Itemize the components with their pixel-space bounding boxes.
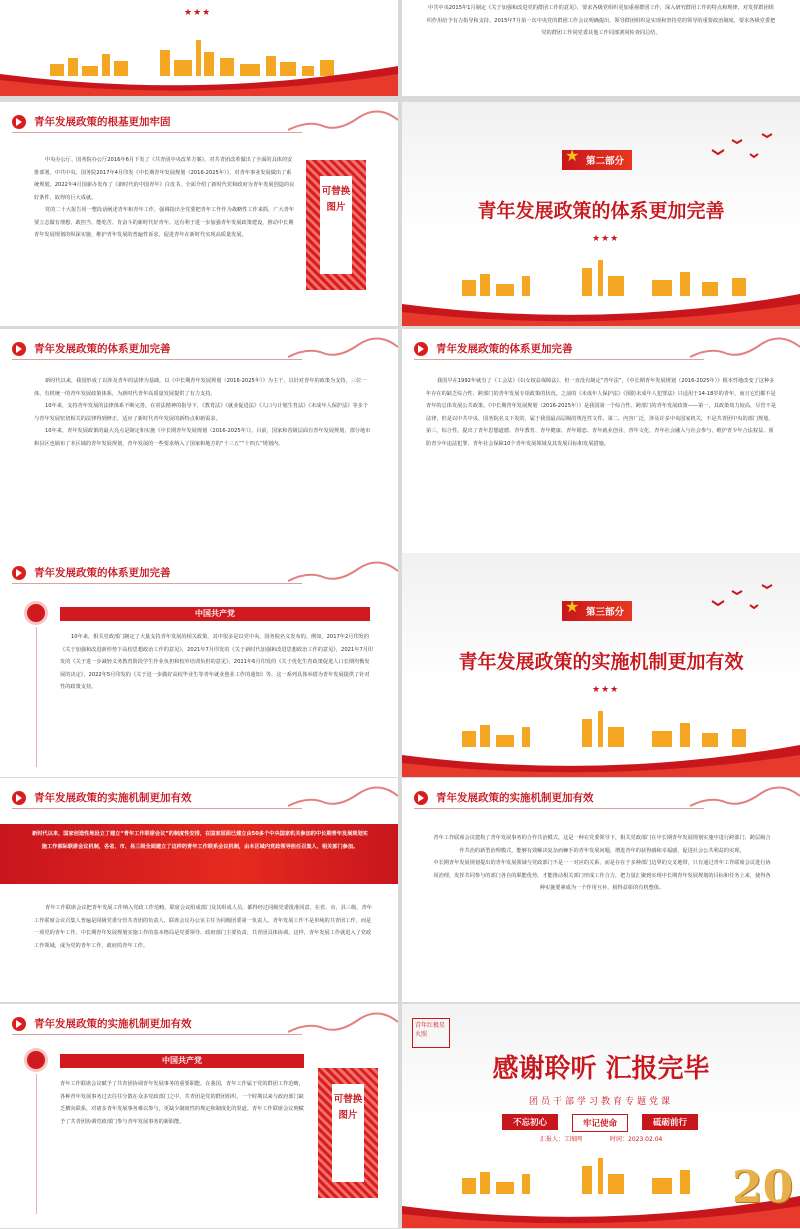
closing-subtitle: 团员干部学习教育专题党课 [528,1097,673,1107]
slide-12[interactable] [402,1004,800,1228]
slide-3[interactable] [0,102,398,326]
section-title: 青年发展政策的实施机制更加有效 [458,651,744,673]
part-badge: ★ 第二部分 [562,150,632,170]
star-icon: ★ [565,597,580,616]
slide-8[interactable] [402,553,800,777]
play-icon [12,1017,26,1031]
highlight-band [0,824,398,884]
slide-10-text [432,832,772,895]
slide-title: 青年发展政策的实施机制更加有效 [436,792,594,804]
divider [414,808,704,809]
great-wall-icon [288,561,398,585]
placeholder-label: 可替换图片 [320,176,352,274]
stars-decoration: ★★★ [592,685,620,695]
play-icon [12,115,26,129]
banner: 中国共产党 [60,607,370,621]
image-placeholder[interactable] [318,1068,378,1198]
birds-icon [702,581,782,621]
paragraph: 10年来，支持青年发展的法律体系不断完善。在常法精神的指导下，《教育法》《就业促进法》《人口与计划生育法》《未成年人保护法》等多个与青年发展密切相关的法律得到修正，适应了新时代青年发展的新特点和新需求。 [34,403,369,422]
great-wall-icon [288,786,398,810]
slide-11-text [60,1078,304,1128]
star-icon: ★ [565,146,580,165]
slide-title: 青年发展政策的根基更加牢固 [34,116,171,128]
great-wall-icon [690,337,800,361]
slide-title: 青年发展政策的体系更加完善 [34,567,171,579]
tag-3: 砥砺前行 [642,1114,698,1130]
timeline-line [36,1074,37,1214]
play-icon [12,342,26,356]
divider [12,359,302,360]
slide-5[interactable] [0,329,398,553]
paragraph: 中央办公厅、国务院办公厅2016年6月下发了《共青团中央改革方案》，对共青团改革做出了全面的具体的安排部署。中共中央、国务院2017年4月印发《中长期青年发展规划（2016-2025年）》，对青年事业发展做出了系统规划。2022年4月国新办发布了《新时代的中国青年》白皮书，全面介绍了新时代党和政府为青年发展创造的良好条件、取得的巨大成就。 [34,157,295,201]
part-badge: ★ 第三部分 [562,601,632,621]
placeholder-label: 可替换图片 [332,1084,364,1182]
slide-3-text [34,154,296,242]
paragraph: 10年来，青年发展政策的最大亮点是制定和实施《中长期青年发展规划（2016-2025年）》。目前，国家和省级层面有青年发展规划，部分地市和县区也颁布了本区域的青年发展规划，青年发展的一些要求纳入了国家和地方的“十三五”“十四五”规划内。 [34,428,371,447]
slide-9[interactable] [0,778,398,1002]
slide-7[interactable] [0,553,398,777]
paragraph: 中长期青年发展规划提出的青年发展领域与党政部门不是一一对应的关系，而是存在于多种部门边界的交叉地带，只有通过青年工作联席会议进行协同治理，发挥共同参与的部门各自的职能优势，才能推动相关部门形成工作合力，把力量汇聚到实现中长期青年发展规划的目标和任务上来，使得各种实施要素成为一个作用互补、相得益彰的有机整体。 [433,860,771,891]
slide-4[interactable] [402,102,800,326]
play-icon [414,791,428,805]
slide-6-text [426,375,776,450]
paragraph: 中共中央2015年1月制定《关于加强和改进党的群团工作的意见》，要求各级党组织更加重视群团工作，深入研究群团工作的特点和规律，对发挥群团组织作用给予有力指导和支持。2015年7月第一次中央党的群团工作会议明确提出，领导群团组织是实现和坚持党的领导的重要政治制度，要求各级党委把党的群团工作同党委其他工作同部署同检查同总结。 [426,5,776,36]
slide-title: 青年发展政策的实施机制更加有效 [34,1018,192,1030]
date: 时间：2023.02.04 [610,1136,663,1143]
tag-1: 不忘初心 [502,1114,558,1130]
paragraph: 青年工作联席会议建构了青年发展事务的合作共治模式。这是一种在党委领导下，相关党政部门在中长期青年发展规划实施中进行跨部门、跨层级合作共治的新型治理模式，能够有效解决复杂而棘手的青年发展问题，增进青年的获得感和幸福感，促进社会公共利益的实现。 [433,835,771,854]
image-placeholder[interactable] [306,160,366,290]
slide-9-text [34,902,372,952]
paragraph: 新时代以来，我国形成了以涉及青年的法律为基础，以《中长期青年发展规划（2016-2025年）》为主干，以针对青年的政策为支持，三位一体、有机统一的青年发展政策体系，为新时代青年高质量发展提供了有力支持。 [34,378,367,397]
great-wall-icon [288,337,398,361]
divider [12,132,302,133]
slide-2-text [426,2,776,40]
tag-2: 牢记使命 [572,1114,628,1132]
slide-11[interactable] [0,1004,398,1228]
red-wave-decoration [402,737,800,777]
slide-10[interactable] [402,778,800,1002]
reporter: 汇报人：工图网 [540,1136,583,1143]
slide-title: 青年发展政策的实施机制更加有效 [34,792,192,804]
play-icon [414,342,428,356]
red-wave-decoration [402,286,800,326]
great-wall-icon [690,786,800,810]
timeline-line [36,627,37,767]
slide-5-text [34,375,372,450]
play-icon [12,566,26,580]
slide-6[interactable] [402,329,800,553]
section-title: 青年发展政策的体系更加完善 [477,200,725,222]
slide-1[interactable] [0,0,398,96]
paragraph: 我国早在1992年就有了《工会法》《妇女权益保障法》，但一直没有制定“青年法”，《中长期青年发展规划（2016-2025年）》根本性地改变了这种多年存在的缺乏综合性、跨部门的青年发展专项政策的状况。之前的《未成年人保护法》《预防未成年人犯罪法》只适用于14-18岁的青年，而且它们都不是青年的总体发展公共政策。《中长期青年发展规划（2016-2025年）》是我国第一个综合性、跨部门的青年发展政策——第一，其政策效力较高，尽管不是法律，但是以中共中央、国务院名义下发的，属于我国最高层级的规范性文件。第二，内容广泛，涉及许多中央国家机关，不是共青团中央的部门规划。第三，综合性，提出了青年思想道德、青年教育、青年健康、青年婚恋、青年就业创业、青年文化、青年社会融入与社会参与、维护青少年合法权益、预防青少年违法犯罪、青年社会保障10个青年发展领域及其发展目标和发展措施。 [426,378,776,447]
bullet-circle [24,1048,48,1072]
divider [12,1034,302,1035]
slide-title: 青年发展政策的体系更加完善 [34,343,171,355]
stars-decoration: ★★★ [184,8,212,18]
red-wave-decoration [0,60,398,96]
paragraph: 党的二十大报告用一整段话阐述青年和青年工作，强调指出全党要把青年工作作为战略性工作来抓，广大青年要立志做有理想、敢担当、能吃苦、肯奋斗的新时代好青年。这有利于进一步加强青年发展政策建设，推动中长期青年发展规划的纵深实施，维护青年发展的普遍性诉求，促进青年在新时代实现高质量发展。 [34,207,295,238]
seal-stamp: 青年红极星火照 [412,1018,450,1048]
divider [12,808,302,809]
slide-7-text [60,631,374,694]
highlight-text: 新时代以来，国家创造性地设立了建立“青年工作联席会议”的制度性安排，在国家层面已建立由50多个中央国家机关参加的中长期青年发展规划实施工作部际联席会议机制，各省、市、县三级全面建立了这样的青年工作联系会议机制，由本区域内党政领导担任召集人、相关部门参加。 [32,831,368,850]
great-wall-icon [288,110,398,134]
birds-icon [702,130,782,170]
slide-title: 青年发展政策的体系更加完善 [436,343,573,355]
bullet-circle [24,601,48,625]
divider [12,583,302,584]
stars-decoration: ★★★ [592,234,620,244]
closing-title: 感谢聆听 汇报完毕 [492,1054,710,1084]
slide-2[interactable] [402,0,800,96]
anniversary-badge: 20 [732,1162,794,1213]
divider [414,359,704,360]
play-icon [12,791,26,805]
paragraph: 10年来，相关党政部门制定了大量支持青年发展的相关政策，其中很多是以党中央、国务院名义发布的。例如，2017年2月印发的《关于加强和改进新形势下高校思想政治工作的意见》，2021年7月印发的《关于新时代加强和改进思想政治工作的意见》，2021年7月印发的《关于进一步减轻义务教育阶段学生作业负担和校外培训负担的意见》，2021年6月印发的《关于优化生育政策促进人口长期均衡发展的决定》，2022年5月印发的《关于进一步做好高校毕业生等青年就业创业工作的通知》等。这一系列具体举措为青年发展提供了针对性的政策支持。 [60,634,374,690]
great-wall-icon [288,1012,398,1036]
paragraph: 青年工作联席会议把青年发展工作纳入党政工作范畴。联席会议组成部门及其组成人员，都得经过同级党委批准同意。在省、市、县三级，青年工作联席会议召集人普遍是同级党委分管共青团的负责人，联席会议办公室主任为同级团委第一负责人。青年发展工作不是单纯的共青团工作，而是一项党的青年工作。中长期青年发展规划实施工作的基本格局是党委领导、政府部门主要负责、共青团具体协调。这样，青年发展工作就进入了党政工作领域，成为党的青年工作、政府的青年工作。 [34,905,372,949]
banner: 中国共产党 [60,1054,304,1068]
paragraph: 青年工作联席会议赋予了共青团协调青年发展事务的重要职能。在我国，青年工作属于党的群团工作范畴，各种青年发展事务过去往往分散在众多党政部门之中。共青团是党的群团组织，一个时期以来与政府部门缺乏横向联系，对诸多青年发展事务难以参与，更缺少制度性的规定和制度化的渠道。青年工作联席会议则赋予了共青团协调党政部门参与青年发展事务的新职能。 [60,1081,304,1125]
